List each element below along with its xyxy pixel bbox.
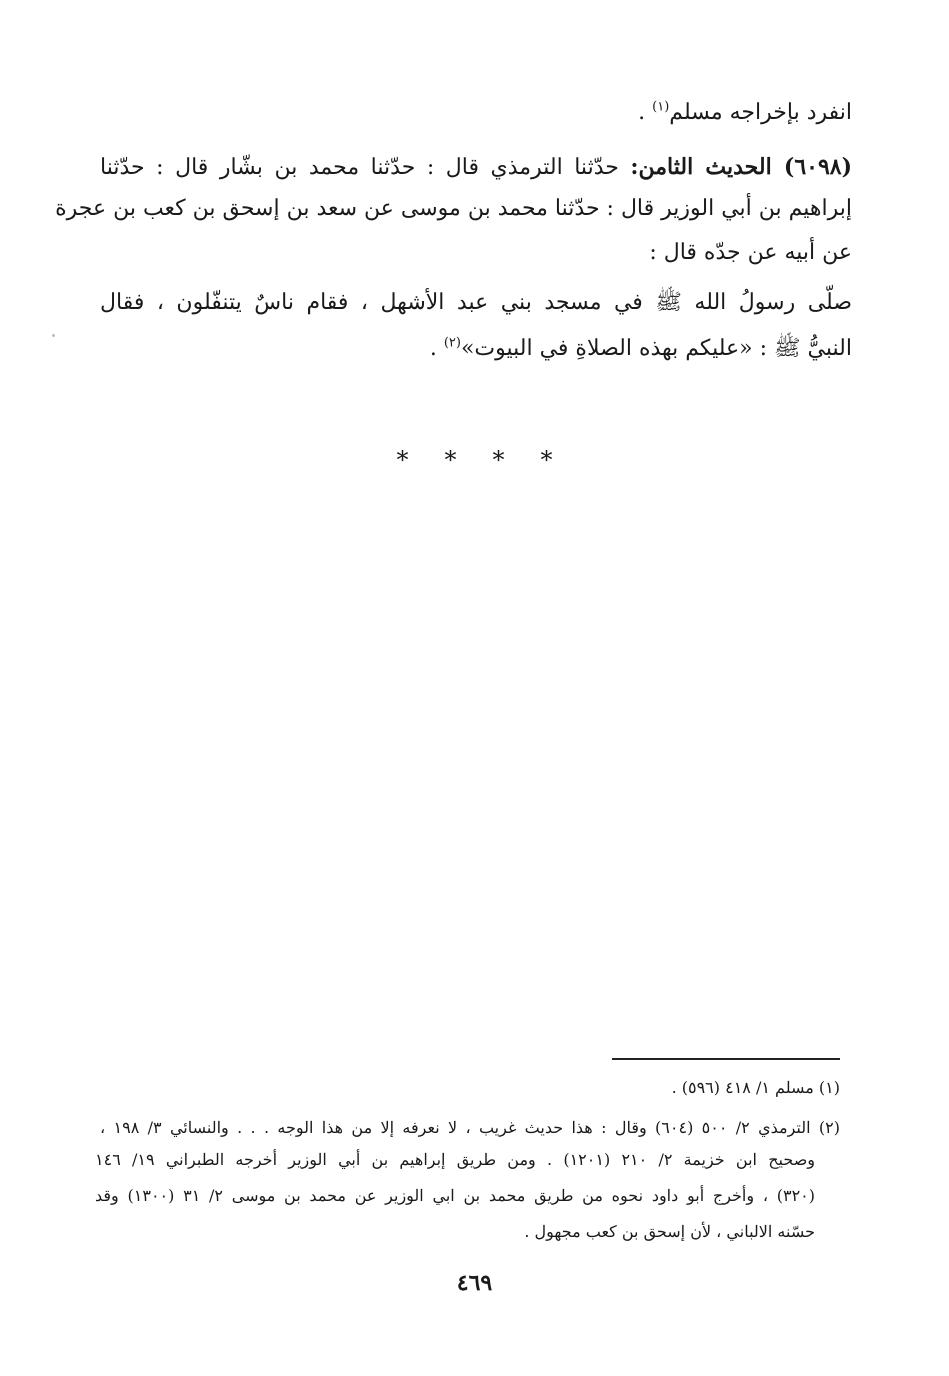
hadith-heading: (٦٠٩٨) الحديث الثامن: (630, 154, 853, 180)
hadith-line-4: صلّى رسولُ الله ﷺ في مسجد بني عبد الأشهل ، فقام ناسٌ يتنفّلون ، فقال (100, 290, 852, 315)
footnote-2-line-1: (٢) الترمذي ٢/ ٥٠٠ (٦٠٤) وقال : هذا حديث غريب ، لا نعرفه إلا من هذا الوجه . . . والنسائي ٣/ ١٩٨ ، (100, 1118, 841, 1137)
hadith-line-5-end: . (429, 336, 444, 361)
footnote-2-line-2: وصحيح ابن خزيمة ٢/ ٢١٠ (١٢٠١) . ومن طريق إبراهيم بن أبي الوزير أخرجه الطبراني ١٩/ ١٤٦ (95, 1150, 816, 1169)
separator-star: * (396, 446, 409, 474)
footnote-divider (612, 1058, 840, 1060)
hadith-line-1 (100, 154, 852, 181)
hadith-line-2: إبراهيم بن أبي الوزير قال : حدّثنا محمد بن موسى عن سعد بن إسحق بن كعب بن عجرة (55, 196, 852, 221)
intro-line (100, 100, 852, 126)
intro-end: . (638, 100, 653, 125)
section-separator (0, 446, 949, 474)
footnote-ref-1[interactable]: (١) (652, 99, 670, 115)
separator-star: * (540, 446, 553, 474)
margin-speck (52, 334, 55, 337)
hadith-line-5 (100, 336, 852, 362)
footnote-ref-2[interactable]: (٢) (443, 335, 461, 351)
separator-star: * (444, 446, 457, 474)
footnote-2-line-4: حسّنه الالباني ، لأن إسحق بن كعب مجهول . (524, 1222, 815, 1241)
hadith-line-1-text: حدّثنا الترمذي قال : حدّثنا محمد بن بشّار قال : حدّثنا (100, 155, 631, 180)
page-number: ٤٦٩ (456, 1270, 493, 1296)
hadith-line-3: عن أبيه عن جدّه قال : (649, 240, 852, 265)
separator-star: * (492, 446, 505, 474)
footnote-2-line-3: (٣٢٠) ، وأخرج أبو داود نحوه من طريق محمد بن ابي الوزير عن محمد بن موسى ٢/ ٣١ (١٣٠٠) وقد (95, 1186, 815, 1205)
intro-text: انفرد بإخراجه مسلم (669, 100, 852, 125)
footnote-1: (١) مسلم ١/ ٤١٨ (٥٩٦) . (671, 1078, 840, 1097)
hadith-line-5-text: النبيُّ ﷺ : «عليكم بهذه الصلاةِ في البيوت» (460, 336, 852, 361)
